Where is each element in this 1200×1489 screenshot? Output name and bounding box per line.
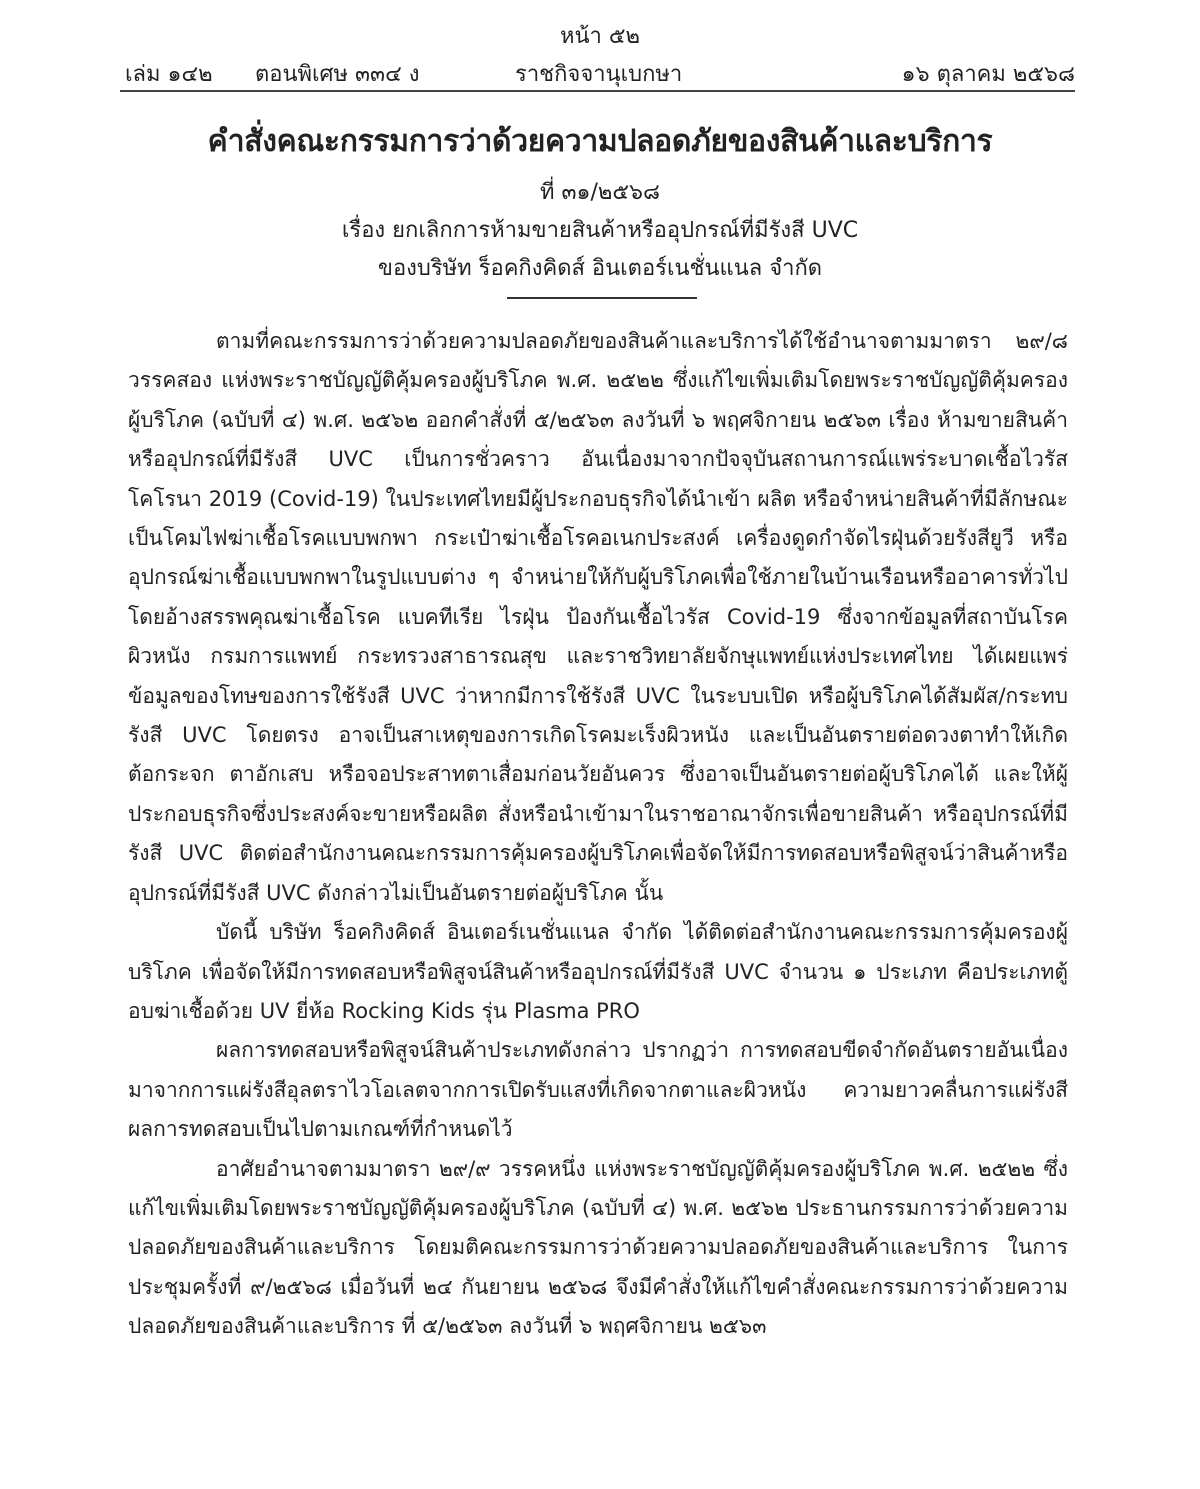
gazette-name: ราชกิจจานุเบกษา — [515, 62, 683, 87]
subject-line: ของบริษัท ร็อคกิงคิดส์ อินเตอร์เนชั่นแนล จำกัด — [377, 256, 823, 281]
page-number: หน้า ๕๒ — [559, 24, 641, 49]
document-body — [128, 322, 1068, 1347]
publication-date: ๑๖ ตุลาคม ๒๕๖๘ — [901, 62, 1075, 87]
document-subject — [0, 212, 1200, 288]
body-paragraph: บัดนี้ บริษัท ร็อคกิงคิดส์ อินเตอร์เนชั่นแนล จำกัด ได้ติดต่อสำนักงานคณะกรรมการคุ้มครองผู้บริโภค เพื่อจัดให้มีการทดสอบหรือพิสูจน์สินค้าหรืออุปกรณ์ที่มีรังสี UVC จำนวน ๑ ประเภท คือประเภทตู้อบฆ่าเชื้อด้วย UV ยี่ห้อ Rocking Kids รุ่น Plasma PRO — [128, 920, 1068, 1023]
issue-number: ตอนพิเศษ ๓๓๔ ง — [255, 62, 420, 87]
header-divider — [120, 90, 1075, 92]
title-divider — [507, 297, 697, 299]
subject-line: เรื่อง ยกเลิกการห้ามขายสินค้าหรืออุปกรณ์ที่มีรังสี UVC — [341, 218, 859, 243]
body-paragraph: ผลการทดสอบหรือพิสูจน์สินค้าประเภทดังกล่าว ปรากฏว่า การทดสอบขีดจำกัดอันตรายอันเนื่องมาจากการแผ่รังสีอุลตราไวโอเลตจากการเปิดรับแสงที่เกิดจากตาและผิวหนัง ความยาวคลื่นการแผ่รังสี ผลการทดสอบเป็นไปตามเกณฑ์ที่กำหนดไว้ — [128, 1038, 1068, 1142]
document-title: คำสั่งคณะกรรมการว่าด้วยความปลอดภัยของสินค้าและบริการ — [207, 124, 993, 159]
volume-number: เล่ม ๑๔๒ — [125, 62, 213, 87]
body-paragraph: ตามที่คณะกรรมการว่าด้วยความปลอดภัยของสินค้าและบริการได้ใช้อำนาจตามมาตรา ๒๙/๘ วรรคสอง แห่งพระราชบัญญัติคุ้มครองผู้บริโภค พ.ศ. ๒๕๒๒ ซึ่งแก้ไขเพิ่มเติมโดยพระราชบัญญัติคุ้มครองผู้บริโภค (ฉบับที่ ๔) พ.ศ. ๒๕๖๒ ออกคำสั่งที่ ๕/๒๕๖๓ ลงวันที่ ๖ พฤศจิกายน ๒๕๖๓ เรื่อง ห้ามขายสินค้าหรืออุปกรณ์ที่มีรังสี UVC เป็นการชั่วคราว อันเนื่องมาจากปัจจุบันสถานการณ์แพร่ระบาดเชื้อไวรัสโคโรนา 2019 (Covid-19) ในประเทศไทยมีผู้ประกอบธุรกิจได้นำเข้า ผลิต หรือจำหน่ายสินค้าที่มีลักษณะเป็นโคมไฟฆ่าเชื้อโรคแบบพกพา กระเป๋าฆ่าเชื้อโรคอเนกประสงค์ เครื่องดูดกำจัดไรฝุ่นด้วยรังสียูวี หรืออุปกรณ์ฆ่าเชื้อแบบพกพาในรูปแบบต่าง ๆ จำหน่ายให้กับผู้บริโภคเพื่อใช้ภายในบ้านเรือนหรืออาคารทั่วไป โดยอ้างสรรพคุณฆ่าเชื้อโรค แบคทีเรีย ไรฝุ่น ป้องกันเชื้อไวรัส Covid-19 ซึ่งจากข้อมูลที่สถาบันโรคผิวหนัง กรมการแพทย์ กระทรวงสาธารณสุข และราชวิทยาลัยจักษุแพทย์แห่งประเทศไทย ได้เผยแพร่ข้อมูลของโทษของการใช้รังสี UVC ว่าหากมีการใช้รังสี UVC ในระบบเปิด หรือผู้บริโภคได้สัมผัส/กระทบรังสี UVC โดยตรง อาจเป็นสาเหตุของการเกิดโรคมะเร็งผิวหนัง และเป็นอันตรายต่อดวงตาทำให้เกิดต้อกระจก ตาอักเสบ หรือจอประสาทตาเสื่อมก่อนวัยอันควร ซึ่งอาจเป็นอันตรายต่อผู้บริโภคได้ และให้ผู้ประกอบธุรกิจซึ่งประสงค์จะขายหรือผลิต สั่งหรือนำเข้ามาในราชอาณาจักรเพื่อขายสินค้า หรืออุปกรณ์ที่มีรังสี UVC ติดต่อสำนักงานคณะกรรมการคุ้มครองผู้บริโภคเพื่อจัดให้มีการทดสอบหรือพิสูจน์ว่าสินค้าหรืออุปกรณ์ที่มีรังสี UVC ดังกล่าวไม่เป็นอันตรายต่อผู้บริโภค นั้น — [128, 329, 1068, 905]
order-number: ที่ ๓๑/๒๕๖๘ — [539, 180, 660, 205]
body-paragraph: อาศัยอำนาจตามมาตรา ๒๙/๙ วรรคหนึ่ง แห่งพระราชบัญญัติคุ้มครองผู้บริโภค พ.ศ. ๒๕๒๒ ซึ่งแก้ไขเพิ่มเติมโดยพระราชบัญญัติคุ้มครองผู้บริโภค (ฉบับที่ ๔) พ.ศ. ๒๕๖๒ ประธานกรรมการว่าด้วยความปลอดภัยของสินค้าและบริการ โดยมติคณะกรรมการว่าด้วยความปลอดภัยของสินค้าและบริการ ในการประชุมครั้งที่ ๙/๒๕๖๘ เมื่อวันที่ ๒๔ กันยายน ๒๕๖๘ จึงมีคำสั่งให้แก้ไขคำสั่งคณะกรรมการว่าด้วยความปลอดภัยของสินค้าและบริการ ที่ ๕/๒๕๖๓ ลงวันที่ ๖ พฤศจิกายน ๒๕๖๓ — [128, 1156, 1068, 1339]
gazette-header — [125, 56, 1075, 86]
